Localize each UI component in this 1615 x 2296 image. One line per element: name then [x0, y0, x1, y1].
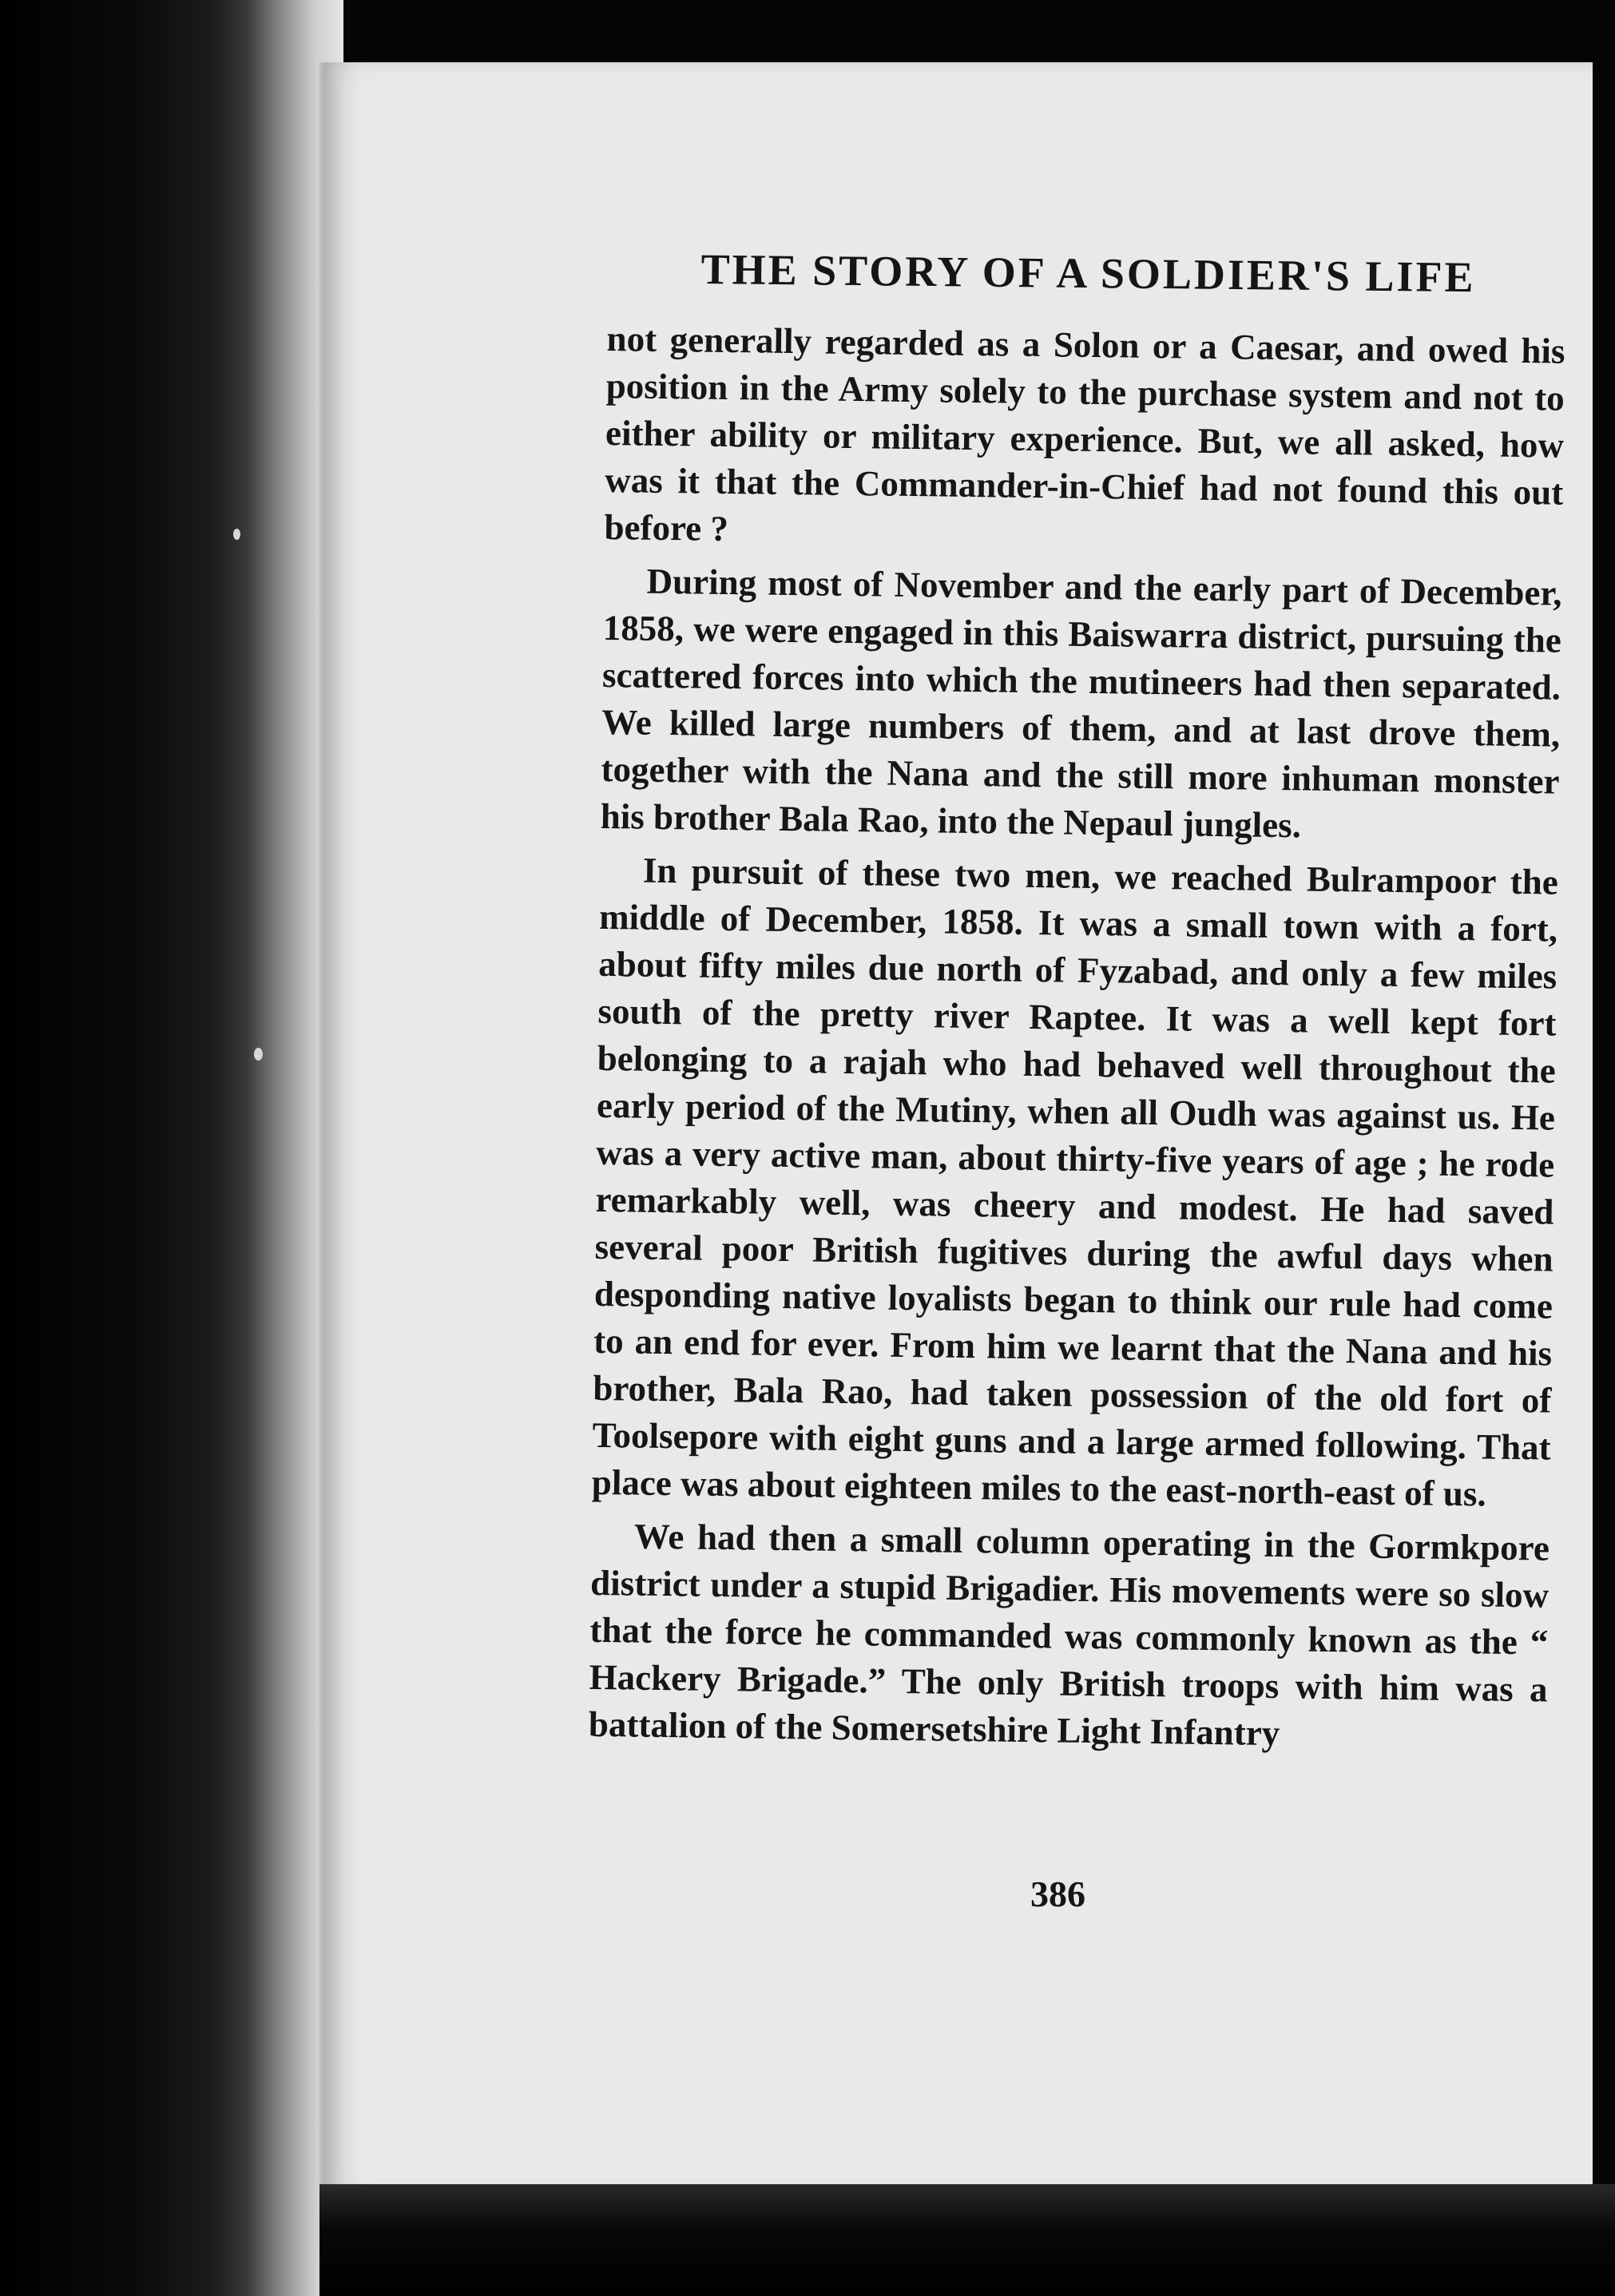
page-bottom-shadow	[319, 2184, 1615, 2296]
paragraph: During most of November and the early part of December, 1858, we were engaged in this Baiswarra district, pursuing the scattered forces into which the mutineers had then separated. We killed large numbers of them, and at last drove them, together with the Nana and the still more inhuman monster his brother Bala Rao, into the Nepaul jungles.	[600, 561, 1562, 846]
paragraph: not generally regarded as a Solon or a Caesar, and owed his position in the Army solely to the purchase system and not to either ability or military experience. But, we all asked, how was it that the Commander-in-Chief had not found this out before ?	[604, 318, 1565, 549]
spine-speck	[233, 529, 240, 540]
body-text	[589, 315, 1565, 1761]
paragraph: We had then a small column operating in the Gormkpore district under a stupid Brigadier. His movements were so slow that the force he commanded was commonly known as the “ Hackery Brigade.” The only British troops with him was a battalion of the Somersetshire Light Infantry	[588, 1516, 1550, 1754]
book-spine-gutter	[0, 0, 343, 2296]
paragraph: In pursuit of these two men, we reached Bulrampoor the middle of December, 1858. It was a small town with a fort, about fifty miles due north of Fyzabad, and only a few miles south of the pretty river Raptee. It was a well kept fort belonging to a rajah who had behaved well throughout the early period of the Mutiny, when all Oudh was against us. He was a very active man, about thirty-five years of age ; he rode remarkably well, was cheery and modest. He had saved several poor British fugitives during the awful days when desponding native loyalists began to think our rule had come to an end for ever. From him we learnt that the Nana and his brother, Bala Rao, had taken possession of the old fort of Toolsepore with eight guns and a large armed following. That place was about eighteen miles to the east-north-east of us.	[591, 850, 1559, 1514]
page-number: 386	[1030, 1874, 1085, 1914]
running-head: THE STORY OF A SOLDIER'S LIFE	[700, 244, 1476, 302]
spine-speck	[254, 1048, 263, 1061]
